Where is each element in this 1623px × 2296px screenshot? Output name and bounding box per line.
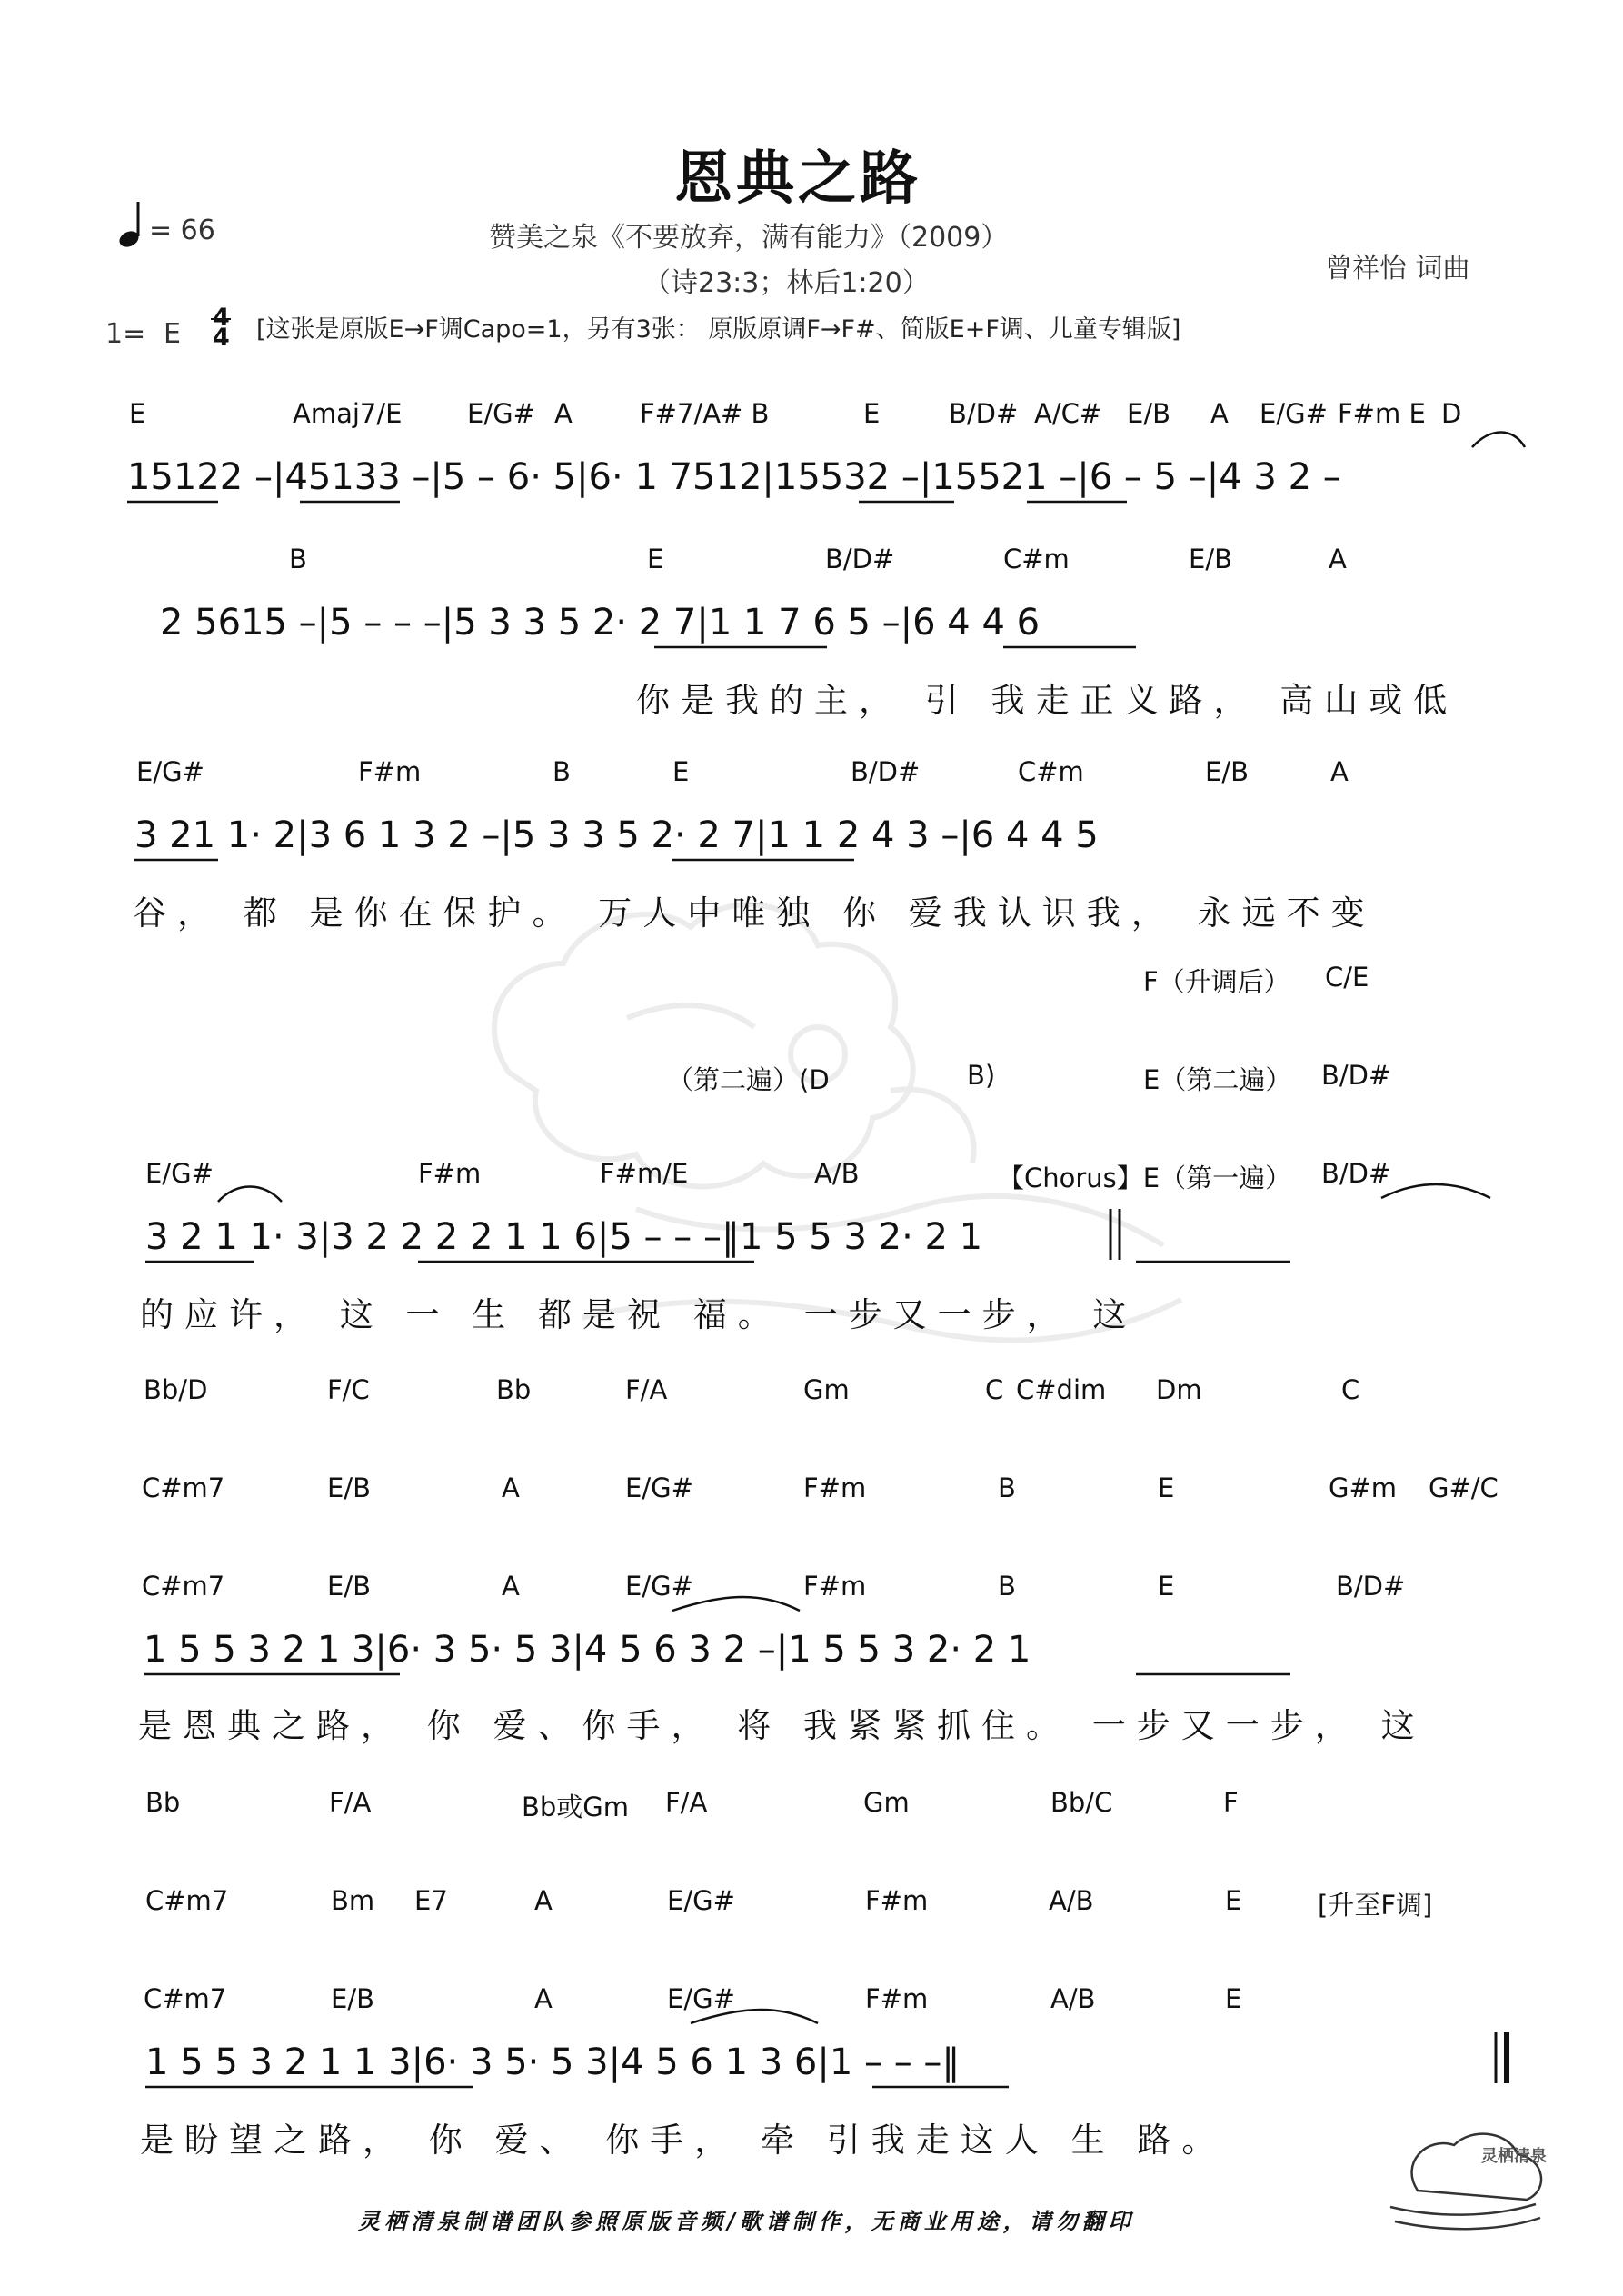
chord: C/E (1325, 962, 1369, 993)
chord: B (553, 756, 571, 787)
chord: C#m (1003, 544, 1070, 574)
chord: E (1225, 1885, 1242, 1916)
chord: （第二遍）(D (667, 1064, 830, 1095)
lyrics-line: 你是我的主， 引 我走正义路， 高山或低 (636, 681, 1459, 720)
chord: E (129, 398, 146, 429)
lyrics-line: 的应许， 这 一 生 都是祝 福。 一步又一步， 这 (140, 1295, 1138, 1334)
chord: [升至F调] (1318, 1890, 1433, 1921)
chord: E (1158, 1571, 1175, 1602)
chord: A (534, 1983, 553, 2014)
chord: A/B (1049, 1885, 1094, 1916)
notation-line: 1 5 5 3 2 1 1 3|6· 3 5· 5 3|4 5 6 1 3 6|1 – – –‖ (145, 2041, 961, 2083)
chord: E/G# (136, 756, 204, 787)
composer: 曾祥怡 词曲 (1325, 253, 1470, 285)
chord: Bb (496, 1374, 532, 1405)
album-info: 赞美之泉《不要放弃，满有能力》（2009） (489, 222, 1009, 254)
chord: B/D# (1321, 1060, 1391, 1091)
chord: B/D# (825, 544, 895, 574)
song-title: 恩典之路 (674, 145, 921, 213)
chord: C#m (1018, 756, 1084, 787)
chord: B (998, 1571, 1016, 1602)
chord: E/B (1205, 756, 1249, 787)
lyrics-line: 是盼望之路， 你 爱、 你手， 牵 引我走这人 生 路。 (140, 2121, 1227, 2160)
chord: A (502, 1472, 520, 1503)
chord: F/C (327, 1374, 370, 1405)
chord: 【Chorus】E（第一遍） (998, 1163, 1292, 1193)
chord: C (1341, 1374, 1360, 1405)
chord: A (1330, 756, 1349, 787)
chord: F/A (329, 1787, 372, 1818)
chord: C (985, 1374, 1004, 1405)
chord: E (1225, 1983, 1242, 2014)
notation-line: 2 5615 –|5 – – –|5 3 3 5 2· 2 7|1 1 7 6 5 –|6 4 4 6 (160, 602, 1041, 644)
chord: A (1329, 544, 1347, 574)
notation-line: 3 21 1· 2|3 6 1 3 2 –|5 3 3 5 2· 2 7|1 1 2 4 3 –|6 4 4 5 (134, 814, 1099, 856)
chord: F#m E (1338, 398, 1426, 429)
chord: C#m7 (144, 1983, 227, 2014)
chord: G#m (1329, 1472, 1398, 1503)
chord: Bb或Gm (522, 1792, 630, 1822)
chord: C#m7 (145, 1885, 229, 1916)
chord: F#m (358, 756, 422, 787)
chord: F#m (803, 1571, 867, 1602)
chord: F (1223, 1787, 1239, 1818)
version-note: [这张是原版E→F调Capo=1，另有3张： 原版原调F→F#、简版E+F调、儿童专辑版] (256, 315, 1181, 344)
chord: B) (967, 1060, 996, 1091)
chord: Bb/D (144, 1374, 208, 1405)
chord: E7 (414, 1885, 448, 1916)
scripture-ref: （诗23:3；林后1:20） (643, 267, 930, 299)
chord: B (998, 1472, 1016, 1503)
notation-line: 3 2 1 1· 3|3 2 2 2 2 1 1 6|5 – – –‖1 5 5 3 2· 2 1 (145, 1216, 983, 1258)
chord: E（第二遍） (1143, 1064, 1292, 1095)
chord: A (502, 1571, 520, 1602)
chord: C#m7 (142, 1472, 225, 1503)
chord: B/D# (1336, 1571, 1406, 1602)
chord: Gm (803, 1374, 850, 1405)
chord: A (554, 398, 573, 429)
chord: F#m (418, 1158, 482, 1189)
chord: B/D# (1321, 1158, 1391, 1189)
chord: A (1210, 398, 1229, 429)
chord: B/D# (949, 398, 1019, 429)
chord: F/A (625, 1374, 668, 1405)
key-note: E (164, 318, 181, 350)
chord: E/B (327, 1472, 371, 1503)
tempo-mark: = 66 (149, 215, 215, 246)
chord: E/G# (145, 1158, 214, 1189)
chord: Gm (863, 1787, 910, 1818)
chord: E/G# (625, 1472, 693, 1503)
chord: A/B (1050, 1983, 1096, 2014)
footer-note: 灵栖清泉制谱团队参照原版音频/歌谱制作，无商业用途，请勿翻印 (358, 2208, 1135, 2234)
lyrics-line: 谷， 都 是你在保护。 万人中唯独 你 爱我认识我， 永远不变 (133, 893, 1376, 933)
chord: E/G# (667, 1983, 735, 2014)
key-label: 1= (105, 318, 146, 350)
chord: F#m/E (600, 1158, 689, 1189)
chord: E/B (1127, 398, 1170, 429)
chord: F#7/A# B (640, 398, 770, 429)
chord: A (534, 1885, 553, 1916)
chord: G#/C (1429, 1472, 1499, 1503)
chord: E/G# (667, 1885, 735, 1916)
chord: E/B (1189, 544, 1232, 574)
chord: F#m (865, 1983, 929, 2014)
chord: F#m (865, 1885, 929, 1916)
chord: F#m (803, 1472, 867, 1503)
chord: E/B (327, 1571, 371, 1602)
chord: D (1441, 398, 1462, 429)
chord: Bb (145, 1787, 181, 1818)
chord: E (1158, 1472, 1175, 1503)
chord: Dm (1156, 1374, 1202, 1405)
chord: F（升调后） (1143, 966, 1290, 997)
chord: E/G# (1260, 398, 1328, 429)
chord: E/G# (467, 398, 535, 429)
chord: E/B (331, 1983, 374, 2014)
chord: B (289, 544, 307, 574)
chord: F/A (665, 1787, 708, 1818)
chord: E (672, 756, 690, 787)
chord: Bb/C (1050, 1787, 1113, 1818)
chord: Amaj7/E (293, 398, 403, 429)
notation-line: 15122 –|45133 –|5 – 6· 5|6· 1 7512|15532 –|15521 –|6 – 5 –|4 3 2 – (127, 456, 1341, 498)
chord: Bm (331, 1885, 375, 1916)
chord: B/D# (851, 756, 921, 787)
chord: C#dim (1016, 1374, 1107, 1405)
notation-line: 1 5 5 3 2 1 3|6· 3 5· 5 3|4 5 6 3 2 –|1 5 5 3 2· 2 1 (144, 1629, 1031, 1671)
chord: C#m7 (142, 1571, 225, 1602)
chord: A/B (814, 1158, 860, 1189)
chord: A/C# (1034, 398, 1102, 429)
chord: E (863, 398, 881, 429)
time-signature-bottom: 4 (213, 324, 230, 352)
chord: E (647, 544, 664, 574)
chord: E/G# (625, 1571, 693, 1602)
watermark-text: 灵栖清泉 (1481, 2147, 1547, 2166)
lyrics-line: 是恩典之路， 你 爱、你手， 将 我紧紧抓住。 一步又一步， 这 (138, 1706, 1426, 1745)
